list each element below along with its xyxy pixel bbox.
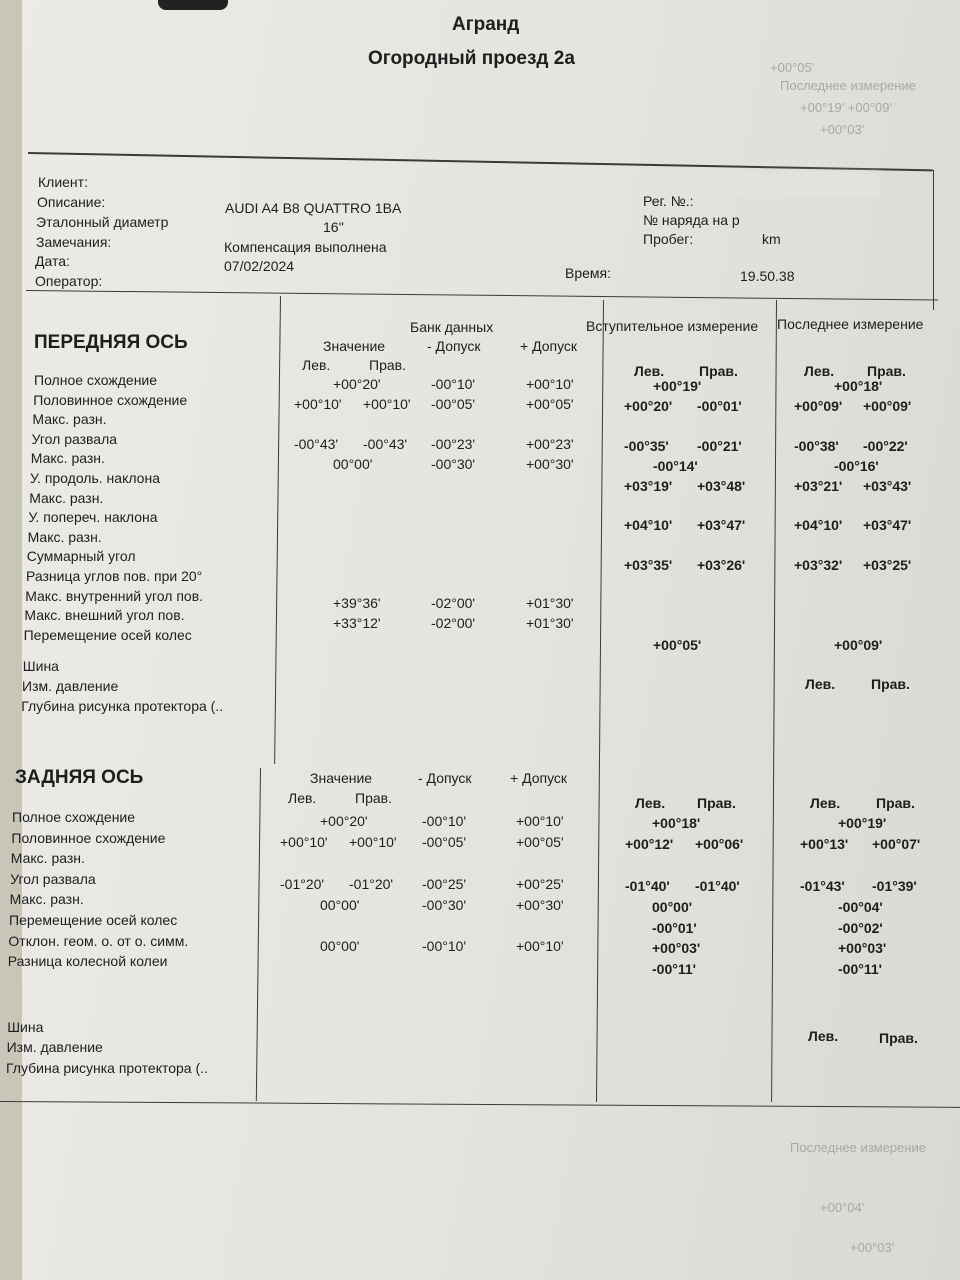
front-minus-tol: -00°23' xyxy=(431,435,476,452)
front-last-left-header: Лев. xyxy=(804,363,835,379)
front-value-right: -00°43' xyxy=(363,435,408,452)
rear-last-value: -00°11' xyxy=(838,961,882,978)
remarks-value: Компенсация выполнена xyxy=(224,239,387,255)
front-row-label: Перемещение осей колес xyxy=(23,626,192,643)
rear-plus-tol: +00°10' xyxy=(516,938,564,955)
front-value: 00°00' xyxy=(333,455,373,472)
front-last-value: +00°18' xyxy=(834,378,883,394)
front-init-right: -00°21' xyxy=(697,437,742,454)
front-initial-header: Вступительное измерение xyxy=(586,318,759,334)
front-row-label: Макс. разн. xyxy=(29,489,104,506)
rear-value-left: -01°20' xyxy=(280,875,325,892)
front-value-right-header: Прав. xyxy=(369,357,406,373)
rear-row-label: Полное схождение xyxy=(12,809,136,825)
rear-row-label: Макс. разн. xyxy=(10,850,85,867)
mileage-label: Пробег: xyxy=(643,231,694,247)
rear-row-label: Шина xyxy=(7,1018,44,1035)
front-row-label: Суммарный угол xyxy=(26,548,136,565)
front-minus-tol: -00°05' xyxy=(431,395,476,412)
rear-value-right: -01°20' xyxy=(349,875,394,892)
operator-label: Оператор: xyxy=(35,273,103,289)
rear-init-value: +00°03' xyxy=(652,940,701,957)
rear-row-label: Угол развала xyxy=(10,870,96,887)
rear-plus-tol: +00°10' xyxy=(516,813,564,829)
rear-init-value: -00°11' xyxy=(652,961,696,978)
rear-plus-tol: +00°05' xyxy=(516,833,564,850)
logo-mark xyxy=(158,0,228,10)
front-init-left: +04°10' xyxy=(624,517,673,534)
time-label: Время: xyxy=(565,265,612,281)
front-last-right: +03°47' xyxy=(863,517,912,534)
front-init-right: +03°26' xyxy=(697,557,746,574)
rear-value-right-header: Прав. xyxy=(355,790,392,806)
front-value: +00°20' xyxy=(333,376,381,392)
front-last-value: -00°16' xyxy=(834,457,879,474)
front-tyre-right-header: Прав. xyxy=(871,676,910,692)
date-value: 07/02/2024 xyxy=(224,258,295,274)
rear-init-left-header: Лев. xyxy=(635,795,666,811)
rear-plus-tol-header: + Допуск xyxy=(510,770,568,786)
front-tyre-left-header: Лев. xyxy=(805,676,836,692)
front-value-header: Значение xyxy=(323,338,386,354)
front-plus-tol: +00°30' xyxy=(526,455,574,472)
front-row-label: Макс. внешний угол пов. xyxy=(24,607,185,624)
company-address: Огородный проезд 2а xyxy=(368,48,575,69)
front-init-value: +00°05' xyxy=(653,636,702,653)
order-number-label: № наряда на р xyxy=(643,212,740,228)
front-last-right: -00°22' xyxy=(863,437,908,454)
rear-minus-tol: -00°05' xyxy=(422,833,467,850)
diameter-label: Эталонный диаметр xyxy=(36,214,169,230)
date-label: Дата: xyxy=(35,253,70,269)
front-init-value: +00°19' xyxy=(653,378,702,394)
front-last-value: +00°09' xyxy=(834,636,883,653)
front-last-right: +03°43' xyxy=(863,477,912,494)
front-plus-tol: +00°05' xyxy=(526,395,574,412)
front-plus-tol: +00°23' xyxy=(526,435,574,452)
company-name: Агранд xyxy=(452,14,520,35)
front-minus-tol: -00°30' xyxy=(431,455,476,472)
front-init-left: -00°35' xyxy=(624,437,669,454)
front-init-value: -00°14' xyxy=(653,457,698,474)
remarks-label: Замечания: xyxy=(36,234,112,250)
rear-minus-tol-header: - Допуск xyxy=(418,770,472,786)
rear-value-left: +00°10' xyxy=(280,833,328,850)
rear-last-value: -00°02' xyxy=(838,919,883,936)
rear-last-right: -01°39' xyxy=(872,877,917,894)
rear-value: 00°00' xyxy=(320,896,360,913)
rear-last-left-header: Лев. xyxy=(810,795,841,811)
rear-last-right: +00°07' xyxy=(872,835,921,852)
rear-init-right-header: Прав. xyxy=(697,795,736,811)
rear-minus-tol: -00°25' xyxy=(422,875,467,892)
rear-init-value: -00°01' xyxy=(652,919,697,936)
rear-row-label: Глубина рисунка протектора (.. xyxy=(6,1060,208,1076)
rear-plus-tol: +00°25' xyxy=(516,875,564,892)
front-row-label: Угол развала xyxy=(31,430,118,447)
redacted-plate xyxy=(730,172,880,198)
front-row-label: Макс. внутренний угол пов. xyxy=(25,587,204,604)
front-row-label: У. попереч. наклона xyxy=(28,509,158,526)
client-label: Клиент: xyxy=(38,174,88,190)
front-minus-tol: -02°00' xyxy=(431,614,476,631)
front-row-label: Макс. разн. xyxy=(32,411,107,428)
front-value-left: +00°10' xyxy=(294,395,342,412)
description-value: AUDI A4 B8 QUATTRO 1BA xyxy=(225,200,402,216)
front-row-label: У. продоль. наклона xyxy=(30,470,160,486)
front-row-label: Полное схождение xyxy=(34,372,158,388)
front-value: +33°12' xyxy=(333,614,381,631)
front-value: +39°36' xyxy=(333,594,381,611)
front-init-right-header: Прав. xyxy=(699,363,738,379)
rear-value-right: +00°10' xyxy=(349,833,397,850)
front-init-right: -00°01' xyxy=(697,397,742,414)
reg-number-label: Рег. №.: xyxy=(643,193,694,209)
front-row-label: Глубина рисунка протектора (.. xyxy=(21,697,224,714)
paper-edge-shadow xyxy=(0,0,22,1280)
front-plus-tol: +01°30' xyxy=(526,594,574,611)
rear-last-right-header: Прав. xyxy=(876,795,915,811)
front-last-left: +03°21' xyxy=(794,477,843,494)
front-databank-header: Банк данных xyxy=(410,319,494,335)
frame-right-line xyxy=(933,170,934,310)
description-label: Описание: xyxy=(37,194,106,210)
front-minus-tol: -02°00' xyxy=(431,594,476,611)
rear-init-right: +00°06' xyxy=(695,835,744,852)
front-last-header: Последнее измерение xyxy=(777,316,924,332)
front-value-left-header: Лев. xyxy=(302,357,331,373)
rear-value: 00°00' xyxy=(320,938,360,955)
rear-value-header: Значение xyxy=(310,770,373,786)
front-last-right: +03°25' xyxy=(863,557,912,574)
rear-last-value: -00°04' xyxy=(838,898,883,915)
rear-init-value: +00°18' xyxy=(652,815,701,831)
front-last-left: +00°09' xyxy=(794,397,843,414)
rear-init-right: -01°40' xyxy=(695,877,740,894)
front-init-right: +03°47' xyxy=(697,517,746,534)
front-init-left: +03°19' xyxy=(624,477,673,494)
rear-value: +00°20' xyxy=(320,813,368,829)
rear-plus-tol: +00°30' xyxy=(516,896,564,913)
front-last-right: +00°09' xyxy=(863,397,912,414)
rear-init-left: +00°12' xyxy=(625,835,674,852)
rear-last-left: -01°43' xyxy=(800,877,845,894)
rear-row-label: Макс. разн. xyxy=(9,891,84,908)
rear-minus-tol: -00°10' xyxy=(422,813,467,829)
front-row-label: Изм. давление xyxy=(22,678,119,694)
front-init-left: +03°35' xyxy=(624,557,673,574)
front-last-left: +03°32' xyxy=(794,557,843,574)
front-last-right-header: Прав. xyxy=(867,363,906,379)
rear-tyre-right-header: Прав. xyxy=(879,1030,918,1046)
front-value-right: +00°10' xyxy=(363,395,411,412)
diameter-value: 16'' xyxy=(323,219,344,235)
front-row-label: Разница углов пов. при 20° xyxy=(26,568,203,584)
front-row-label: Половинное схождение xyxy=(33,391,188,408)
rear-last-value: +00°19' xyxy=(838,815,887,831)
rear-row-label: Половинное схождение xyxy=(11,829,166,846)
rear-row-label: Перемещение осей колес xyxy=(9,912,178,928)
front-init-left: +00°20' xyxy=(624,397,673,414)
rear-row-label: Отклон. геом. о. от о. симм. xyxy=(8,932,189,949)
front-minus-tol: -00°10' xyxy=(431,376,476,392)
rear-minus-tol: -00°30' xyxy=(422,896,467,913)
front-plus-tol-header: + Допуск xyxy=(520,338,578,354)
front-minus-tol-header: - Допуск xyxy=(427,338,481,354)
rear-init-left: -01°40' xyxy=(625,877,670,894)
front-plus-tol: +01°30' xyxy=(526,614,574,631)
rear-init-value: 00°00' xyxy=(652,898,693,915)
front-plus-tol: +00°10' xyxy=(526,376,574,392)
front-row-label: Макс. разн. xyxy=(27,528,102,545)
front-last-left: +04°10' xyxy=(794,517,843,534)
rear-row-label: Изм. давление xyxy=(6,1039,103,1056)
rear-row-label: Разница колесной колеи xyxy=(7,953,168,970)
front-init-right: +03°48' xyxy=(697,477,746,494)
front-value-left: -00°43' xyxy=(294,435,339,452)
front-init-left-header: Лев. xyxy=(634,363,665,379)
front-row-label: Шина xyxy=(22,658,59,675)
rear-last-value: +00°03' xyxy=(838,940,887,957)
rear-axis-title: ЗАДНЯЯ ОСЬ xyxy=(15,767,144,788)
rear-minus-tol: -00°10' xyxy=(422,938,467,955)
front-axis-title: ПЕРЕДНЯЯ ОСЬ xyxy=(34,332,188,353)
rear-value-left-header: Лев. xyxy=(288,790,317,806)
time-value: 19.50.38 xyxy=(740,268,795,284)
rear-tyre-left-header: Лев. xyxy=(808,1028,839,1044)
front-row-label: Макс. разн. xyxy=(30,450,105,467)
front-last-left: -00°38' xyxy=(794,437,839,454)
mileage-unit: km xyxy=(762,231,781,247)
rear-last-left: +00°13' xyxy=(800,835,849,852)
